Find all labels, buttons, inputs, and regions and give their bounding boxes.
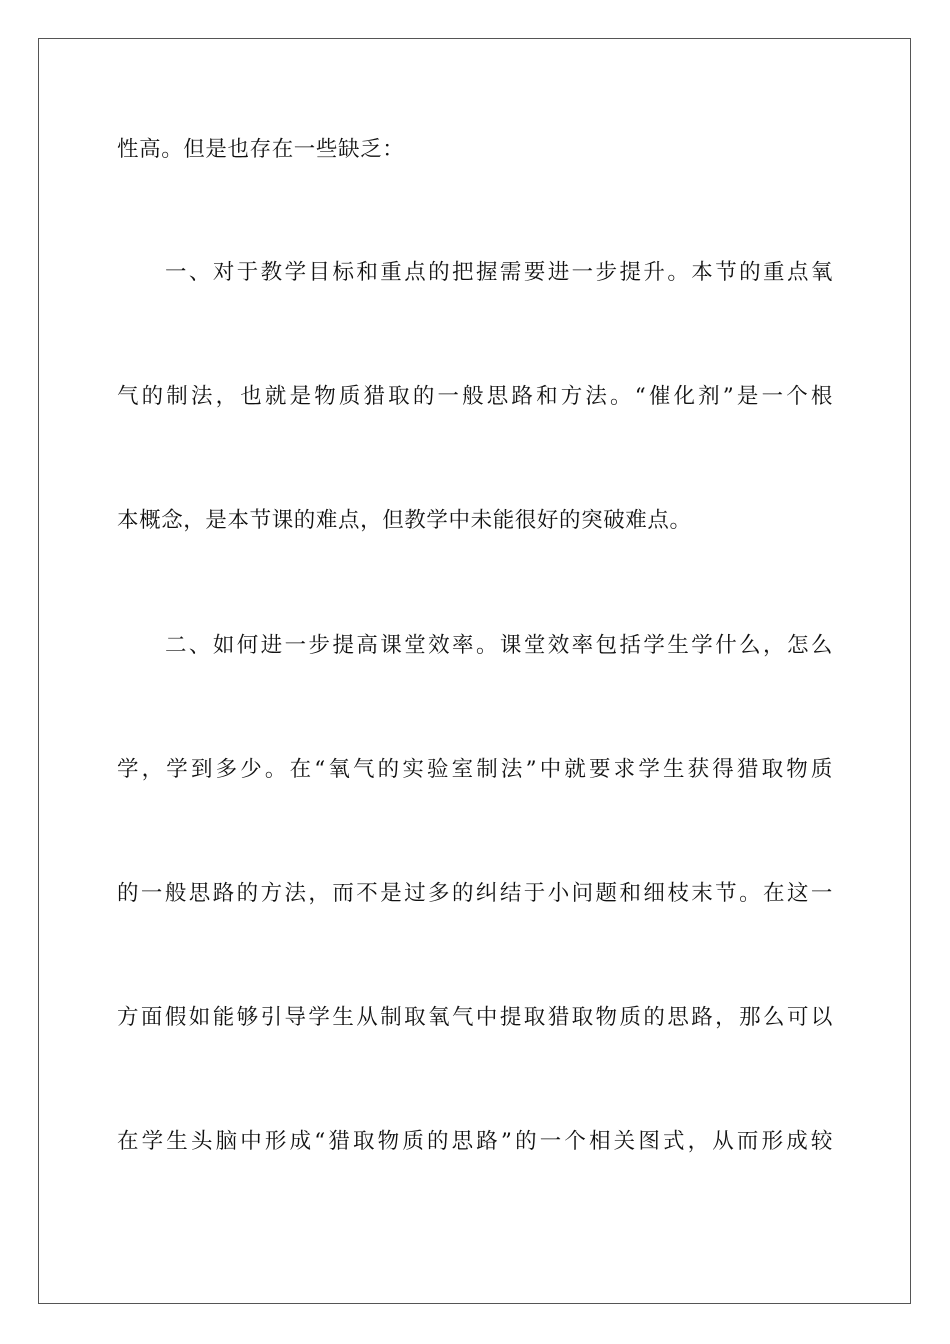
paragraph-2-line-1: 二、如何进一步提高课堂效率。课堂效率包括学生学什么，怎么	[165, 633, 833, 658]
paragraph-1-line-2: 气的制法，也就是物质猎取的一般思路和方法。“催化剂”是一个根	[117, 384, 833, 409]
paragraph-1-line-1: 一、对于教学目标和重点的把握需要进一步提升。本节的重点氧	[165, 260, 833, 285]
paragraph-2-line-2: 学，学到多少。在“氧气的实验室制法”中就要求学生获得猎取物质	[117, 757, 833, 782]
page-border	[38, 38, 911, 1304]
paragraph-1-line-3: 本概念，是本节课的难点，但教学中未能很好的突破难点。	[117, 508, 692, 533]
paragraph-2-line-5: 在学生头脑中形成“猎取物质的思路”的一个相关图式，从而形成较	[117, 1129, 833, 1154]
paragraph-2-line-4: 方面假如能够引导学生从制取氧气中提取猎取物质的思路，那么可以	[117, 1005, 833, 1030]
paragraph-2-line-3: 的一般思路的方法，而不是过多的纠结于小问题和细枝末节。在这一	[117, 881, 833, 906]
text-line-1: 性高。但是也存在一些缺乏：	[117, 137, 405, 162]
